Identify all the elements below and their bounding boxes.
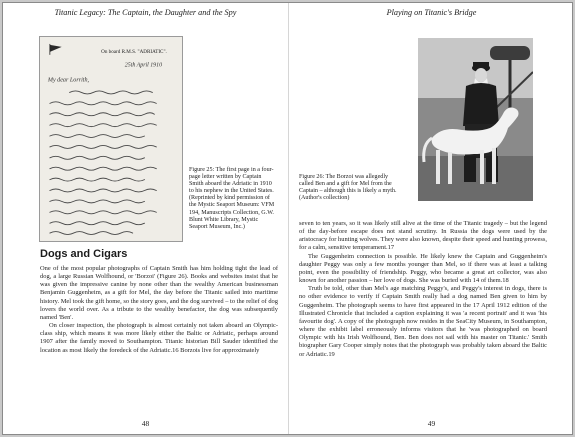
letter-header: On board R.M.S. "ADRIATIC". bbox=[101, 48, 167, 55]
paragraph: seven to ten years, so it was likely still alive at the time of the Titanic tragedy – but the legend of the day-before escape does not stand scrutiny. In Russia the dogs were used by the aristocracy for hunting wolves. They were also known, despite their speed and hunting prowess, for a calm, sensitive temperament.17 bbox=[299, 220, 547, 252]
page-number-right: 49 bbox=[427, 419, 436, 428]
running-head-left: Titanic Legacy: The Captain, the Daughter and the Spy bbox=[54, 8, 237, 17]
section-heading: Dogs and Cigars bbox=[40, 248, 128, 260]
figure-26-caption: Figure 26: The Borzoi was allegedly called Ben and a gift for Mel from the Captain – although this is likely a myth. (Author's collection) bbox=[299, 174, 397, 202]
letter-date: 25th April 1910 bbox=[124, 62, 163, 69]
paragraph: On closer inspection, the photograph is almost certainly not taken aboard an Olympic-class ship, which means it was more likely either the Baltic or Adriatic, perhaps around 1907 after the family moved to Southampton. Titanic historian Bill Sauder identified the location as most likely the foredeck of the Adriatic.16 Borzois live for approximately bbox=[40, 322, 278, 354]
left-page bbox=[3, 3, 288, 434]
running-head-right: Playing on Titanic's Bridge bbox=[386, 8, 477, 17]
captain-with-dog-photo bbox=[418, 38, 533, 201]
book-spread bbox=[2, 2, 573, 435]
right-body-text bbox=[299, 220, 547, 359]
letter-image bbox=[39, 36, 183, 242]
paragraph: One of the most popular photographs of Captain Smith has him holding tight the lead of dog, a large Russian Wolfhound, or 'Borzoi' (Figure 26). Books and websites insist that he was given the impressive canine by none other than the wealthy American businessman Benjamin Guggenheim, as a gift for Mel, the day before the Titanic sailed into maritime history. Mel took the gift home, so the story goes, and the dog survived – to the relief of dog lovers the world over. As a tribute to the wealthy benefactor, the dog was subsequently named 'Ben'. bbox=[40, 265, 278, 321]
letter-salutation: My dear Lorrith, bbox=[47, 77, 90, 84]
left-body-text bbox=[40, 265, 278, 355]
page-number-left: 48 bbox=[141, 419, 150, 428]
figure-25-caption: Figure 25: The first page in a four-page letter written by Captain Smith aboard the Adriatic in 1910 to his nephew in the United States. (Reprinted by kind permission of the Mystic Seaport Museum: VFM 194, Manuscripts Collection, G.W. Blunt White Library, Mystic Seaport Museum, Inc.) bbox=[189, 167, 275, 230]
paragraph: Truth be told, other than Mel's age matching Peggy's, and Peggy's interest in dogs, there is no other evidence to verify if Captain Smith really had a dog named Ben given to him by Guggenheim. The photograph seems to have first appeared in the 17 April 1912 edition of the Illustrated Chronicle that included a caption explaining it was 'a recent portrait' and it was 'his favourite dog'. A copy of the photograph now resides in the SeaCity Museum, in Southampton, where the exhibit label erroneously informs visitors that he 'was photographed on board Olympic with his Irish Wolfhound, Ben. Ben does not sail with his master on Titanic.' Smith biographer Gary Cooper simply notes that the photograph was probably taken aboard the Baltic or Adriatic.19 bbox=[299, 285, 547, 358]
paragraph: The Guggenheim connection is possible. He likely knew the Captain and Guggenheim's daughter Peggy was only a few months younger than Mel, so if there was at least a talking point, even the possibility of friendship. Peggy, who became a great art collector, was also known for another passion – her love of dogs. She was buried with 14 of them.18 bbox=[299, 252, 547, 285]
